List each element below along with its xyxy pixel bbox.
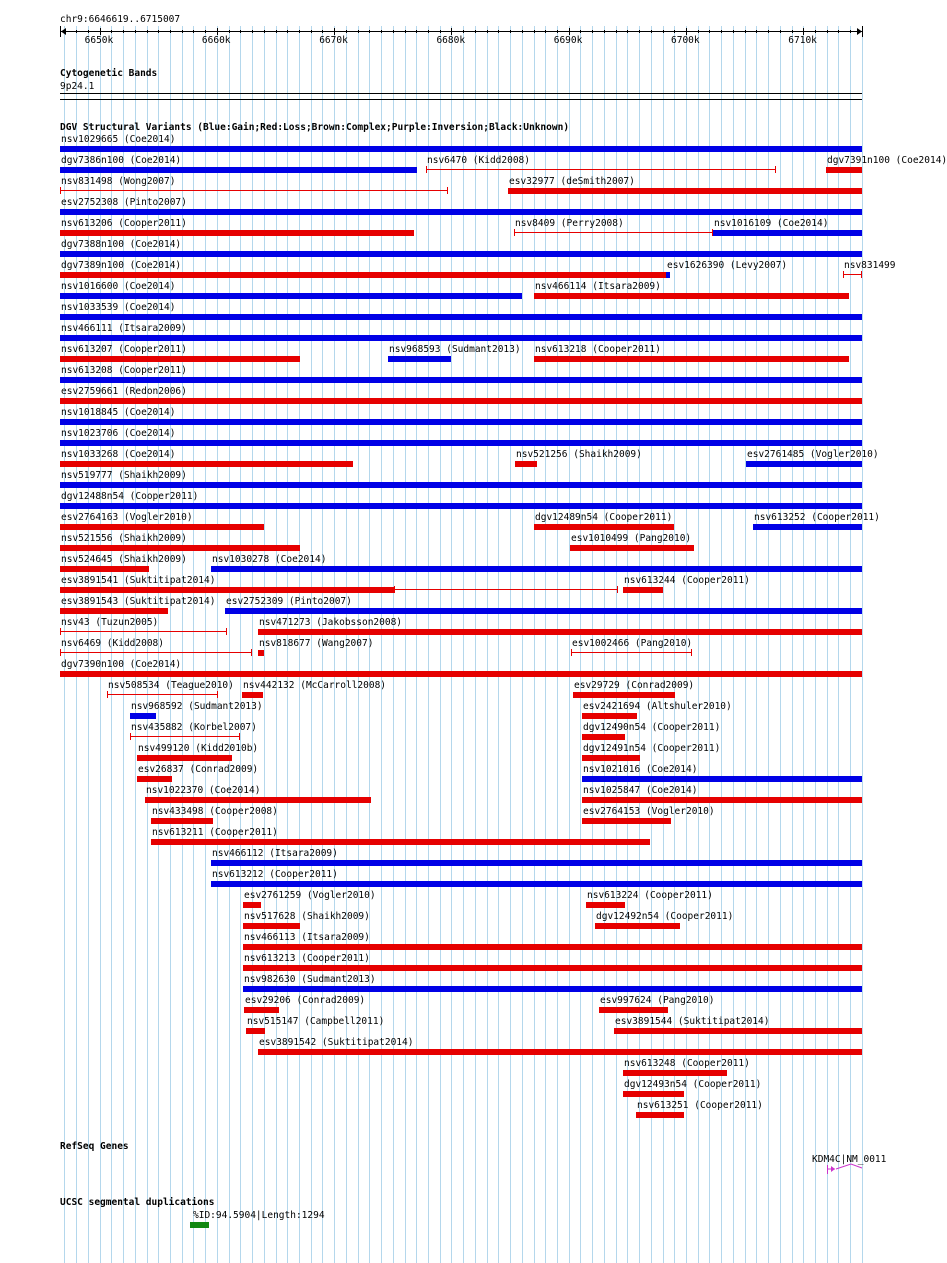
variant-study: Suktitipat2014 <box>129 575 210 586</box>
variant-label[interactable]: nsv613206 (Cooper2011) <box>61 218 187 229</box>
variant-id: esv2752308 <box>61 197 119 208</box>
variant-study: Coe2014 <box>901 155 942 166</box>
variant-label[interactable]: nsv499120 (Kidd2010b) <box>138 743 259 754</box>
region-label: chr9:6646619..6715007 <box>60 14 181 25</box>
variant-study: Kidd2010b <box>200 743 253 754</box>
segdup-track-title: UCSC segmental duplications <box>60 1197 215 1208</box>
variant-study: Cooper2011 <box>657 722 715 733</box>
variant-study: Shaikh2009 <box>578 449 637 460</box>
variant-id: nsv515147 <box>247 1016 299 1027</box>
ruler-tick-label: 6660k <box>201 35 231 46</box>
variant-label[interactable]: esv29206 (Conrad2009) <box>245 995 366 1006</box>
dgv-track-title: DGV Structural Variants (Blue:Gain;Red:Loss;Brown:Complex;Purple:Inversion;Black:Unknown) <box>60 122 570 133</box>
variant-id: nsv466111 <box>61 323 113 334</box>
variant-label[interactable]: nsv8409 (Perry2008) <box>515 218 624 229</box>
variant-study: Shaikh2009 <box>123 470 182 481</box>
variant-study: Coe2014 <box>129 281 170 292</box>
variant-label[interactable]: nsv1025847 (Coe2014) <box>583 785 698 796</box>
variant-id: dgv12491n54 <box>583 743 646 754</box>
variant-label[interactable]: nsv442132 (McCarroll2008) <box>243 680 387 691</box>
variant-label[interactable]: dgv12489n54 (Cooper2011) <box>535 512 673 523</box>
variant-study: Pang2010 <box>639 533 686 544</box>
variant-label[interactable]: esv2764163 (Vogler2010) <box>61 512 193 523</box>
variant-id: esv3891544 <box>615 1016 673 1027</box>
variant-id: nsv982630 <box>244 974 296 985</box>
variant-label[interactable]: esv1010499 (Pang2010) <box>571 533 692 544</box>
variant-label[interactable]: nsv613213 (Cooper2011) <box>244 953 370 964</box>
variant-label[interactable]: nsv1029665 (Coe2014) <box>61 134 176 145</box>
variant-label[interactable]: esv2421694 (Altshuler2010) <box>583 701 732 712</box>
variant-id: nsv613213 <box>244 953 296 964</box>
variant-id: nsv8409 <box>515 218 556 229</box>
segdup-feature-label[interactable]: %ID:94.5904|Length:1294 <box>193 1210 325 1221</box>
variant-label[interactable]: nsv613211 (Cooper2011) <box>152 827 278 838</box>
variant-id: dgv12493n54 <box>624 1079 687 1090</box>
variant-id: nsv831499 <box>844 260 896 271</box>
variant-id: nsv6469 <box>61 638 102 649</box>
variant-label[interactable]: esv3891544 (Suktitipat2014) <box>615 1016 770 1027</box>
variant-label[interactable]: nsv1023706 (Coe2014) <box>61 428 176 439</box>
variant-id: esv1002466 <box>572 638 630 649</box>
variant-id: nsv1033268 <box>61 449 119 460</box>
variant-study: Levy2007 <box>735 260 782 271</box>
variant-label[interactable]: dgv7390n100 (Coe2014) <box>61 659 182 670</box>
variant-study: Cooper2011 <box>123 365 182 376</box>
variant-study: Kidd2008 <box>112 638 159 649</box>
variant-id: esv3891542 <box>259 1037 317 1048</box>
variant-id: esv2759661 <box>61 386 119 397</box>
variant-study: Cooper2011 <box>123 218 182 229</box>
variant-id: nsv613224 <box>587 890 639 901</box>
variant-label[interactable]: nsv435882 (Korbel2007) <box>131 722 257 733</box>
variant-id: esv26837 <box>138 764 184 775</box>
variant-id: nsv968592 <box>131 701 183 712</box>
variant-study: Shaikh2009 <box>123 533 182 544</box>
variant-label[interactable]: esv2761485 (Vogler2010) <box>747 449 879 460</box>
variant-id: nsv519777 <box>61 470 113 481</box>
variant-label[interactable]: esv32977 (deSmith2007) <box>509 176 635 187</box>
variant-study: Itsara2009 <box>306 932 365 943</box>
variant-study: Cooper2008 <box>214 806 273 817</box>
variant-study: Coe2014 <box>782 218 823 229</box>
variant-study: Pang2010 <box>640 638 687 649</box>
variant-label[interactable]: esv29729 (Conrad2009) <box>574 680 695 691</box>
variant-label[interactable]: dgv7391n100 (Coe2014) <box>827 155 947 166</box>
variant-id: nsv1018845 <box>61 407 119 418</box>
variant-study: Itsara2009 <box>597 281 656 292</box>
variant-label[interactable]: nsv1033268 (Coe2014) <box>61 449 176 460</box>
variant-study: Wang2007 <box>321 638 368 649</box>
variant-study: Vogler2010 <box>651 806 709 817</box>
variant-study: Pinto2007 <box>294 596 347 607</box>
variant-id: nsv1023706 <box>61 428 119 439</box>
variant-id: nsv1025847 <box>583 785 641 796</box>
variant-label[interactable]: nsv466114 (Itsara2009) <box>535 281 661 292</box>
variant-id: nsv521556 <box>61 533 113 544</box>
variant-id: nsv508534 <box>108 680 160 691</box>
cytoband-track-title: Cytogenetic Bands <box>60 68 158 79</box>
variant-label[interactable]: nsv818677 (Wang2007) <box>259 638 374 649</box>
variant-study: Pinto2007 <box>129 197 182 208</box>
variant-id: nsv1030278 <box>212 554 270 565</box>
variant-study: Vogler2010 <box>312 890 370 901</box>
variant-label[interactable]: esv2761259 (Vogler2010) <box>244 890 376 901</box>
variant-study: Suktitipat2014 <box>683 1016 764 1027</box>
variant-study: Coe2014 <box>129 407 170 418</box>
variant-study: Coe2014 <box>129 134 170 145</box>
variant-study: Tuzun2005 <box>101 617 153 628</box>
variant-label[interactable]: nsv613208 (Cooper2011) <box>61 365 187 376</box>
variant-id: esv2764153 <box>583 806 641 817</box>
cytoband-label: 9p24.1 <box>60 81 95 92</box>
variant-label[interactable]: nsv519777 (Shaikh2009) <box>61 470 187 481</box>
variant-study: Coe2014 <box>129 449 170 460</box>
variant-label[interactable]: dgv12490n54 (Cooper2011) <box>583 722 721 733</box>
variant-label[interactable]: esv26837 (Conrad2009) <box>138 764 259 775</box>
variant-label[interactable]: nsv613207 (Cooper2011) <box>61 344 187 355</box>
variant-label[interactable]: nsv524645 (Shaikh2009) <box>61 554 187 565</box>
variant-study: Conrad2009 <box>302 995 360 1006</box>
variant-label[interactable]: esv1002466 (Pang2010) <box>572 638 693 649</box>
variant-label[interactable]: nsv466113 (Itsara2009) <box>244 932 370 943</box>
variant-id: esv32977 <box>509 176 555 187</box>
variant-id: nsv613244 <box>624 575 676 586</box>
variant-study: Coe2014 <box>651 785 692 796</box>
variant-label[interactable]: nsv43 (Tuzun2005) <box>61 617 159 628</box>
variant-label[interactable]: nsv968593 (Sudmant2013) <box>389 344 521 355</box>
variant-id: nsv613206 <box>61 218 113 229</box>
ruler-tick-label: 6680k <box>436 35 466 46</box>
variant-label[interactable]: nsv517628 (Shaikh2009) <box>244 911 370 922</box>
variant-label[interactable]: nsv1033539 (Coe2014) <box>61 302 176 313</box>
variant-study: Kidd2008 <box>478 155 525 166</box>
variant-study: Cooper2011 <box>686 1058 745 1069</box>
variant-study: Conrad2009 <box>195 764 253 775</box>
variant-label[interactable]: nsv471273 (Jakobsson2008) <box>259 617 403 628</box>
variant-label[interactable]: nsv613212 (Cooper2011) <box>212 869 338 880</box>
ruler-tick-label: 6700k <box>671 35 700 46</box>
variant-label[interactable]: esv2764153 (Vogler2010) <box>583 806 715 817</box>
variant-label[interactable]: nsv613248 (Cooper2011) <box>624 1058 750 1069</box>
variant-label[interactable]: nsv1016109 (Coe2014) <box>714 218 829 229</box>
variant-study: Sudmant2013 <box>193 701 257 712</box>
variant-id: dgv7390n100 <box>61 659 124 670</box>
variant-id: esv1626390 <box>667 260 725 271</box>
variant-id: dgv12489n54 <box>535 512 598 523</box>
variant-study: Cooper2011 <box>649 890 708 901</box>
variant-label[interactable]: nsv1021016 (Coe2014) <box>583 764 698 775</box>
variant-label[interactable]: nsv515147 (Campbell2011) <box>247 1016 385 1027</box>
variant-study: Coe2014 <box>214 785 255 796</box>
variant-label[interactable]: nsv1030278 (Coe2014) <box>212 554 327 565</box>
variant-study: Cooper2011 <box>699 1100 758 1111</box>
variant-id: nsv6470 <box>427 155 468 166</box>
variant-study: Cooper2011 <box>686 575 745 586</box>
variant-label[interactable]: nsv508534 (Teague2010) <box>108 680 234 691</box>
variant-label[interactable]: nsv521256 (Shaikh2009) <box>516 449 642 460</box>
variant-label[interactable]: nsv831498 (Wong2007) <box>61 176 176 187</box>
variant-study: Campbell2011 <box>309 1016 379 1027</box>
variant-id: nsv1016109 <box>714 218 772 229</box>
variant-label[interactable]: esv3891541 (Suktitipat2014) <box>61 575 216 586</box>
variant-id: nsv43 <box>61 617 90 628</box>
variant-study: Coe2014 <box>135 260 176 271</box>
variant-id: esv997624 <box>600 995 652 1006</box>
variant-id: dgv12488n54 <box>61 491 124 502</box>
variant-label[interactable] <box>844 260 895 271</box>
variant-id: nsv524645 <box>61 554 113 565</box>
variant-study: Vogler2010 <box>129 512 187 523</box>
variant-label[interactable]: nsv982630 (Sudmant2013) <box>244 974 376 985</box>
variant-study: Altshuler2010 <box>651 701 727 712</box>
variant-study: Korbel2007 <box>193 722 252 733</box>
variant-id: nsv831498 <box>61 176 113 187</box>
variant-id: nsv466112 <box>212 848 264 859</box>
variant-label[interactable]: nsv613224 (Cooper2011) <box>587 890 713 901</box>
gene-label[interactable]: KDM4C|NM_0011 <box>812 1154 887 1165</box>
variant-id: nsv517628 <box>244 911 296 922</box>
variant-study: Cooper2011 <box>597 344 656 355</box>
variant-label[interactable]: nsv613218 (Cooper2011) <box>535 344 661 355</box>
variant-study: Vogler2010 <box>815 449 873 460</box>
variant-label[interactable]: esv2752308 (Pinto2007) <box>61 197 187 208</box>
variant-study: Cooper2011 <box>816 512 875 523</box>
variant-study: Coe2014 <box>280 554 321 565</box>
variant-id: nsv499120 <box>138 743 190 754</box>
variant-id: nsv433498 <box>152 806 204 817</box>
variant-id: nsv521256 <box>516 449 568 460</box>
variant-id: nsv968593 <box>389 344 441 355</box>
variant-id: dgv7388n100 <box>61 239 124 250</box>
variant-label[interactable]: nsv1022370 (Coe2014) <box>146 785 261 796</box>
variant-label[interactable]: nsv613251 (Cooper2011) <box>637 1100 763 1111</box>
ruler-tick-label: 6710k <box>788 35 817 46</box>
variant-study: Perry2008 <box>566 218 618 229</box>
variant-label[interactable]: nsv521556 (Shaikh2009) <box>61 533 187 544</box>
variant-id: nsv442132 <box>243 680 295 691</box>
variant-id: esv2761259 <box>244 890 302 901</box>
variant-study: Shaikh2009 <box>306 911 365 922</box>
variant-study: deSmith2007 <box>566 176 630 187</box>
variant-id: nsv613252 <box>754 512 806 523</box>
variant-study: Coe2014 <box>129 302 170 313</box>
variant-id: nsv613208 <box>61 365 113 376</box>
variant-study: Coe2014 <box>135 239 176 250</box>
variant-id: nsv1016600 <box>61 281 119 292</box>
variant-label[interactable]: nsv433498 (Cooper2008) <box>152 806 278 817</box>
variant-id: dgv7391n100 <box>827 155 890 166</box>
refseq-track-title: RefSeq Genes <box>60 1141 129 1152</box>
variant-id: esv2421694 <box>583 701 641 712</box>
variant-label[interactable]: esv1626390 (Levy2007) <box>667 260 788 271</box>
variant-study: Itsara2009 <box>123 323 182 334</box>
variant-label[interactable]: nsv466112 (Itsara2009) <box>212 848 338 859</box>
variant-id: dgv12492n54 <box>596 911 659 922</box>
variant-label[interactable]: dgv7389n100 (Coe2014) <box>61 260 182 271</box>
variant-label[interactable]: nsv466111 (Itsara2009) <box>61 323 187 334</box>
variant-id: nsv466114 <box>535 281 587 292</box>
variant-label[interactable]: nsv1018845 (Coe2014) <box>61 407 176 418</box>
variant-study: Suktitipat2014 <box>327 1037 408 1048</box>
variant-id: nsv435882 <box>131 722 183 733</box>
variant-id: esv2764163 <box>61 512 119 523</box>
variant-id: nsv613211 <box>152 827 204 838</box>
variant-id: nsv1022370 <box>146 785 204 796</box>
variant-study: Sudmant2013 <box>451 344 515 355</box>
variant-study: Coe2014 <box>135 659 176 670</box>
variant-label[interactable]: dgv7386n100 (Coe2014) <box>61 155 182 166</box>
variant-study: Jakobsson2008 <box>321 617 397 628</box>
variant-id: nsv1029665 <box>61 134 119 145</box>
variant-label[interactable]: esv2759661 (Redon2006) <box>61 386 187 397</box>
variant-study: Cooper2011 <box>609 512 667 523</box>
variant-label[interactable]: nsv968592 (Sudmant2013) <box>131 701 263 712</box>
variant-id: nsv818677 <box>259 638 311 649</box>
variant-label[interactable]: nsv613244 (Cooper2011) <box>624 575 750 586</box>
variant-study: Cooper2011 <box>135 491 193 502</box>
variant-id: nsv471273 <box>259 617 311 628</box>
variant-id: nsv466113 <box>244 932 296 943</box>
variant-study: Coe2014 <box>651 764 692 775</box>
variant-study: Wong2007 <box>123 176 170 187</box>
variant-label[interactable]: nsv1016600 (Coe2014) <box>61 281 176 292</box>
variant-label[interactable]: dgv12491n54 (Cooper2011) <box>583 743 721 754</box>
ruler-tick-label: 6690k <box>553 35 583 46</box>
variant-label[interactable]: dgv7388n100 (Coe2014) <box>61 239 182 250</box>
variant-id: dgv7386n100 <box>61 155 124 166</box>
variant-study: Coe2014 <box>135 155 176 166</box>
variant-study: Coe2014 <box>129 428 170 439</box>
variant-id: nsv613248 <box>624 1058 676 1069</box>
variant-study: Cooper2011 <box>698 1079 756 1090</box>
variant-study: Shaikh2009 <box>123 554 182 565</box>
variant-study: Conrad2009 <box>631 680 689 691</box>
variant-label[interactable]: dgv12488n54 (Cooper2011) <box>61 491 199 502</box>
ruler-tick-label: 6670k <box>319 35 348 46</box>
variant-label[interactable]: esv3891543 (Suktitipat2014) <box>61 596 216 607</box>
variant-label[interactable]: dgv12493n54 (Cooper2011) <box>624 1079 762 1090</box>
ruler-tick-label: 6650k <box>84 35 114 46</box>
variant-study: Cooper2011 <box>123 344 182 355</box>
variant-id: nsv613207 <box>61 344 113 355</box>
variant-id: esv1010499 <box>571 533 629 544</box>
variant-id: esv2761485 <box>747 449 805 460</box>
variant-study: Cooper2011 <box>214 827 273 838</box>
variant-label[interactable]: esv997624 (Pang2010) <box>600 995 715 1006</box>
variant-study: Pang2010 <box>662 995 709 1006</box>
variant-label[interactable]: nsv613252 (Cooper2011) <box>754 512 880 523</box>
variant-study: Redon2006 <box>129 386 182 397</box>
variant-id: nsv1021016 <box>583 764 641 775</box>
variant-label[interactable]: nsv6469 (Kidd2008) <box>61 638 164 649</box>
variant-label[interactable]: esv3891542 (Suktitipat2014) <box>259 1037 414 1048</box>
variant-id: dgv12490n54 <box>583 722 646 733</box>
variant-study: Teague2010 <box>170 680 229 691</box>
variant-id: esv29206 <box>245 995 291 1006</box>
variant-id: nsv613218 <box>535 344 587 355</box>
variant-id: nsv613251 <box>637 1100 689 1111</box>
variant-id: esv3891543 <box>61 596 119 607</box>
variant-label[interactable]: esv2752309 (Pinto2007) <box>226 596 352 607</box>
variant-study: Cooper2011 <box>306 953 365 964</box>
variant-study: Cooper2011 <box>657 743 715 754</box>
variant-id: dgv7389n100 <box>61 260 124 271</box>
variant-label[interactable]: dgv12492n54 (Cooper2011) <box>596 911 734 922</box>
variant-study: Cooper2011 <box>274 869 333 880</box>
variant-id: esv29729 <box>574 680 620 691</box>
variant-id: esv2752309 <box>226 596 284 607</box>
variant-id: nsv613212 <box>212 869 264 880</box>
variant-id: esv3891541 <box>61 575 119 586</box>
variant-study: Suktitipat2014 <box>129 596 210 607</box>
variant-label[interactable]: nsv6470 (Kidd2008) <box>427 155 530 166</box>
variant-study: Cooper2011 <box>670 911 728 922</box>
variant-study: Itsara2009 <box>274 848 333 859</box>
variant-id: nsv1033539 <box>61 302 119 313</box>
variant-study: McCarroll2008 <box>305 680 381 691</box>
variant-study: Sudmant2013 <box>306 974 370 985</box>
